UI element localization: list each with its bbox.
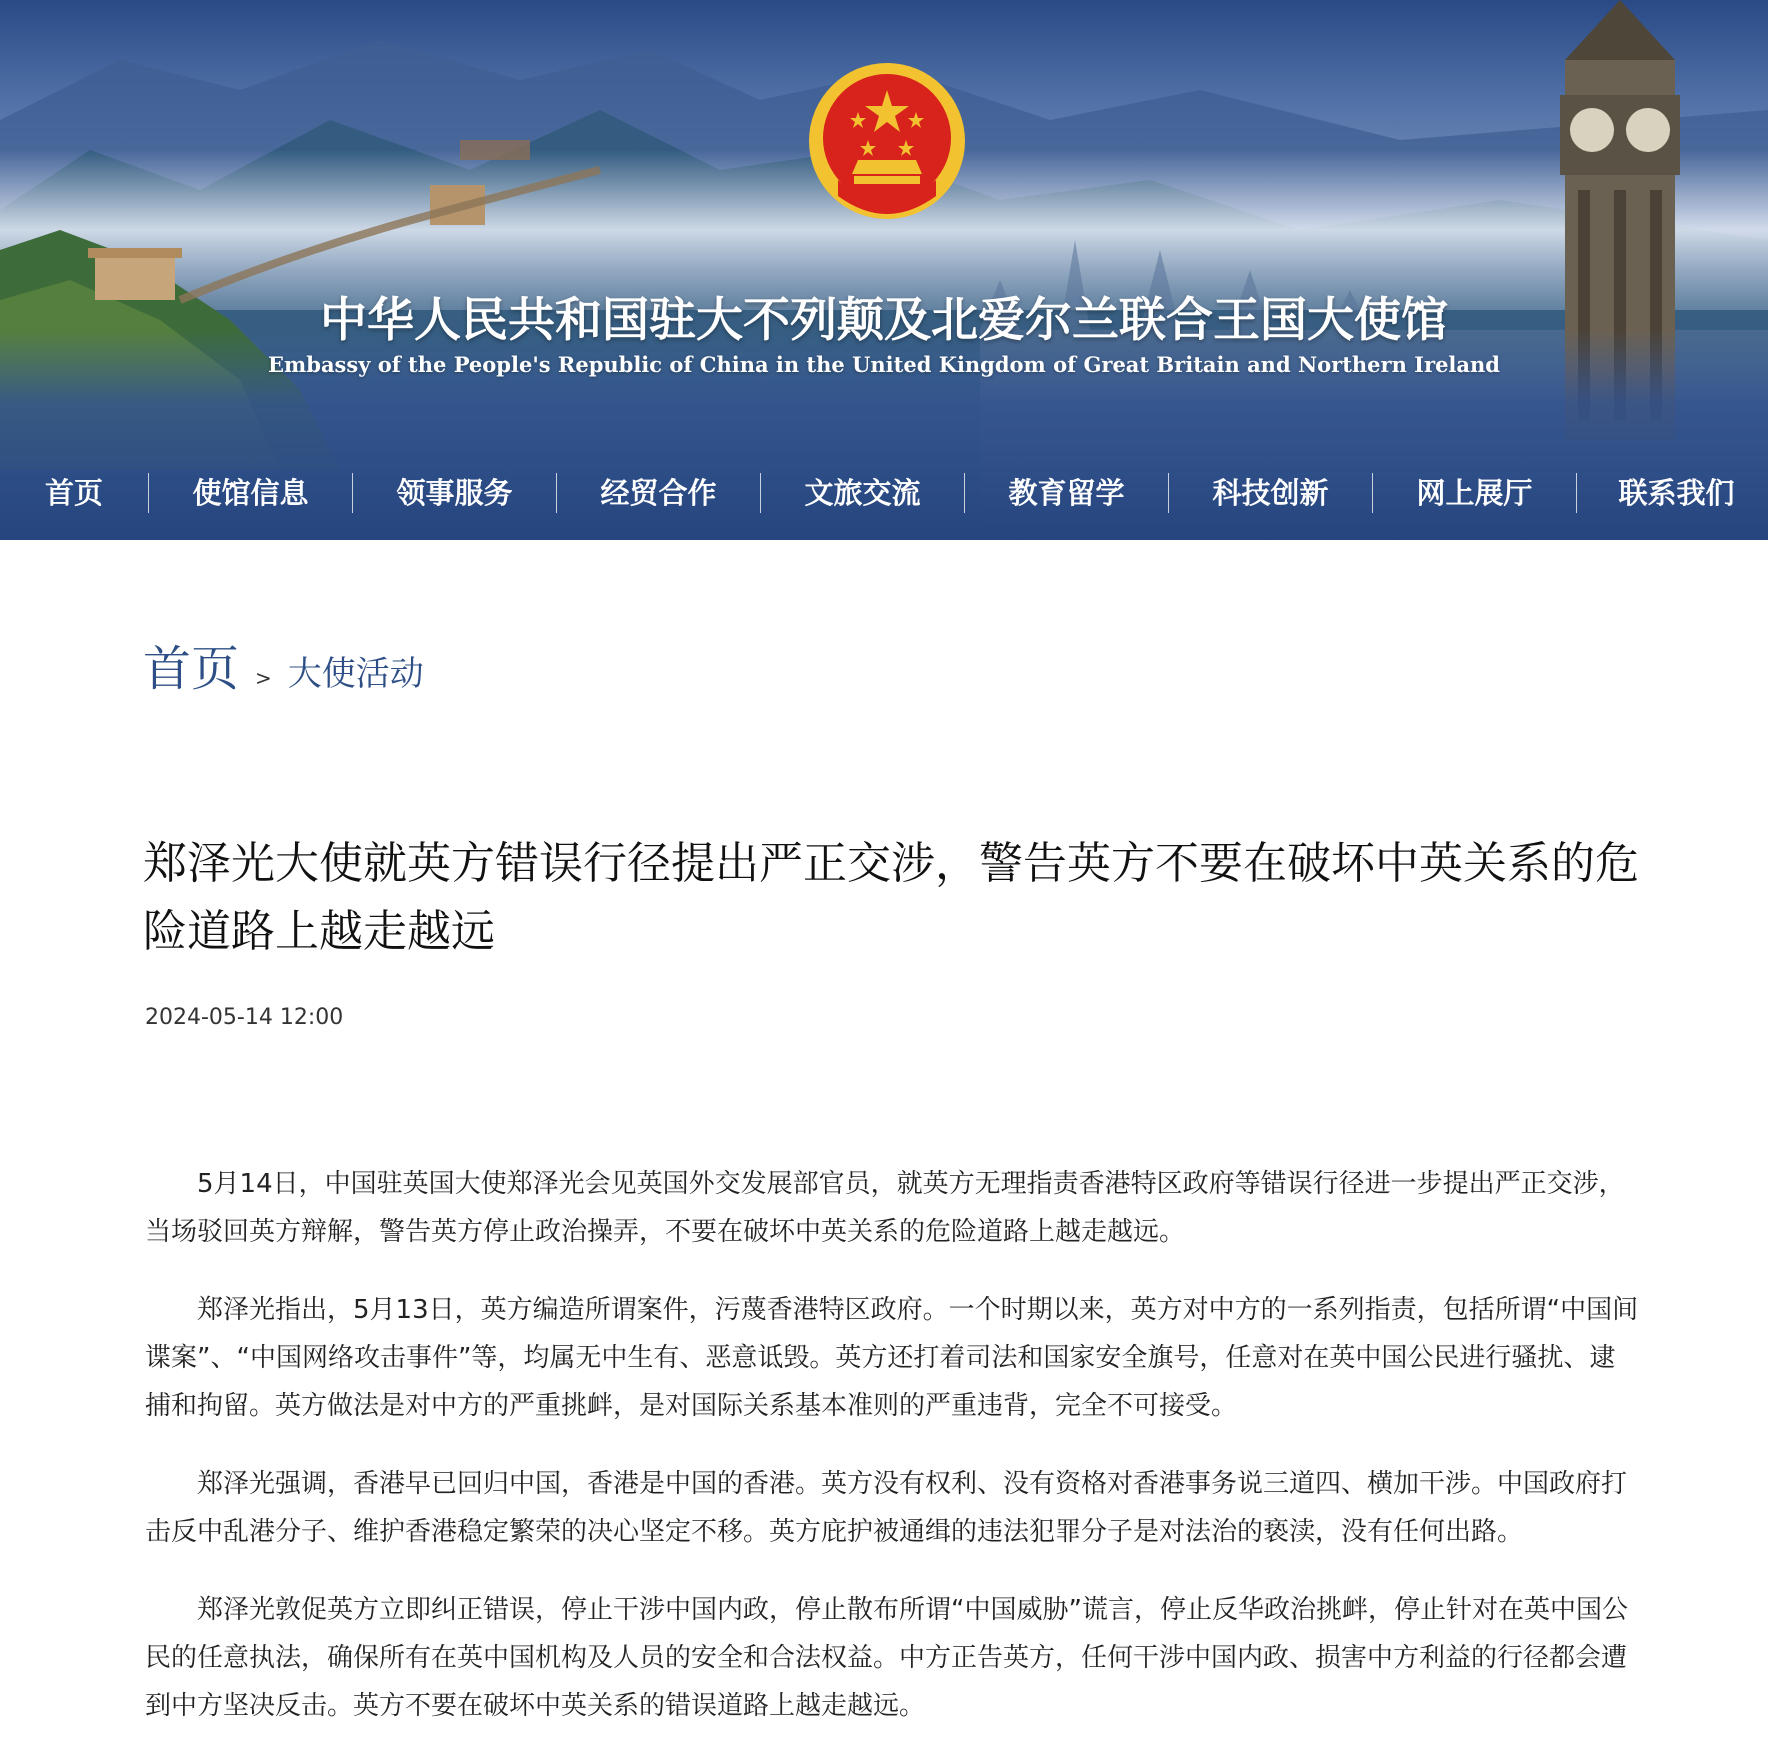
article-paragraph: 郑泽光敦促英方立即纠正错误，停止干涉中国内政，停止散布所谓“中国威胁”谎言，停止反华政治挑衅，停止针对在英中国公民的任意执法，确保所有在英中国机构及人员的安全和合法权益。中方正告英方，任何干涉中国内政、损害中方利益的行径都会遭到中方坚决反击。英方不要在破坏中英关系的错误道路上越走越远。: [145, 1595, 1628, 1721]
nav-item-contact-us[interactable]: 联系我们: [1618, 476, 1735, 510]
breadcrumb: [143, 630, 424, 699]
nav-item-consular-services[interactable]: 领事服务: [353, 473, 557, 513]
main-navigation: [0, 462, 1768, 524]
nav-item-culture-tourism[interactable]: 文旅交流: [761, 473, 965, 513]
national-emblem-icon: [808, 62, 966, 220]
embassy-title-english: Embassy of the People's Republic of China in the United Kingdom of Great Britain and Northern Ireland: [268, 352, 1500, 377]
nav-item-science-tech[interactable]: 科技创新: [1169, 473, 1373, 513]
breadcrumb-current-link[interactable]: 大使活动: [287, 654, 424, 694]
article-body: [145, 1160, 1640, 1760]
article-title: 郑泽光大使就英方错误行径提出严正交涉，警告英方不要在破坏中英关系的危险道路上越走越远: [143, 838, 1639, 957]
breadcrumb-home-link[interactable]: 首页: [143, 641, 240, 697]
article-paragraph: 5月14日，中国驻英国大使郑泽光会见英国外交发展部官员，就英方无理指责香港特区政府等错误行径进一步提出严正交涉，当场驳回英方辩解，警告英方停止政治操弄，不要在破坏中英关系的危险道路上越走越远。: [145, 1169, 1625, 1247]
article-date: 2024-05-14 12:00: [145, 1005, 344, 1030]
site-header: [0, 0, 1768, 540]
nav-item-home[interactable]: 首页: [0, 473, 149, 513]
article-paragraph: 郑泽光强调，香港早已回归中国，香港是中国的香港。英方没有权利、没有资格对香港事务说三道四、横加干涉。中国政府打击反中乱港分子、维护香港稳定繁荣的决心坚定不移。英方庇护被通缉的违法犯罪分子是对法治的亵渎，没有任何出路。: [145, 1469, 1628, 1547]
embassy-title-chinese: 中华人民共和国驻大不列颠及北爱尔兰联合王国大使馆: [320, 293, 1448, 348]
nav-item-online-exhibition[interactable]: 网上展厅: [1373, 473, 1577, 513]
nav-item-trade-cooperation[interactable]: 经贸合作: [557, 473, 761, 513]
nav-item-embassy-info[interactable]: 使馆信息: [149, 473, 353, 513]
nav-item-education[interactable]: 教育留学: [965, 473, 1169, 513]
breadcrumb-separator: >: [255, 666, 272, 690]
article-paragraph: 郑泽光指出，5月13日，英方编造所谓案件，污蔑香港特区政府。一个时期以来，英方对中方的一系列指责，包括所谓“中国间谍案”、“中国网络攻击事件”等，均属无中生有、恶意诋毁。英方还打着司法和国家安全旗号，任意对在英中国公民进行骚扰、逮捕和拘留。英方做法是对中方的严重挑衅，是对国际关系基本准则的严重违背，完全不可接受。: [145, 1295, 1639, 1421]
